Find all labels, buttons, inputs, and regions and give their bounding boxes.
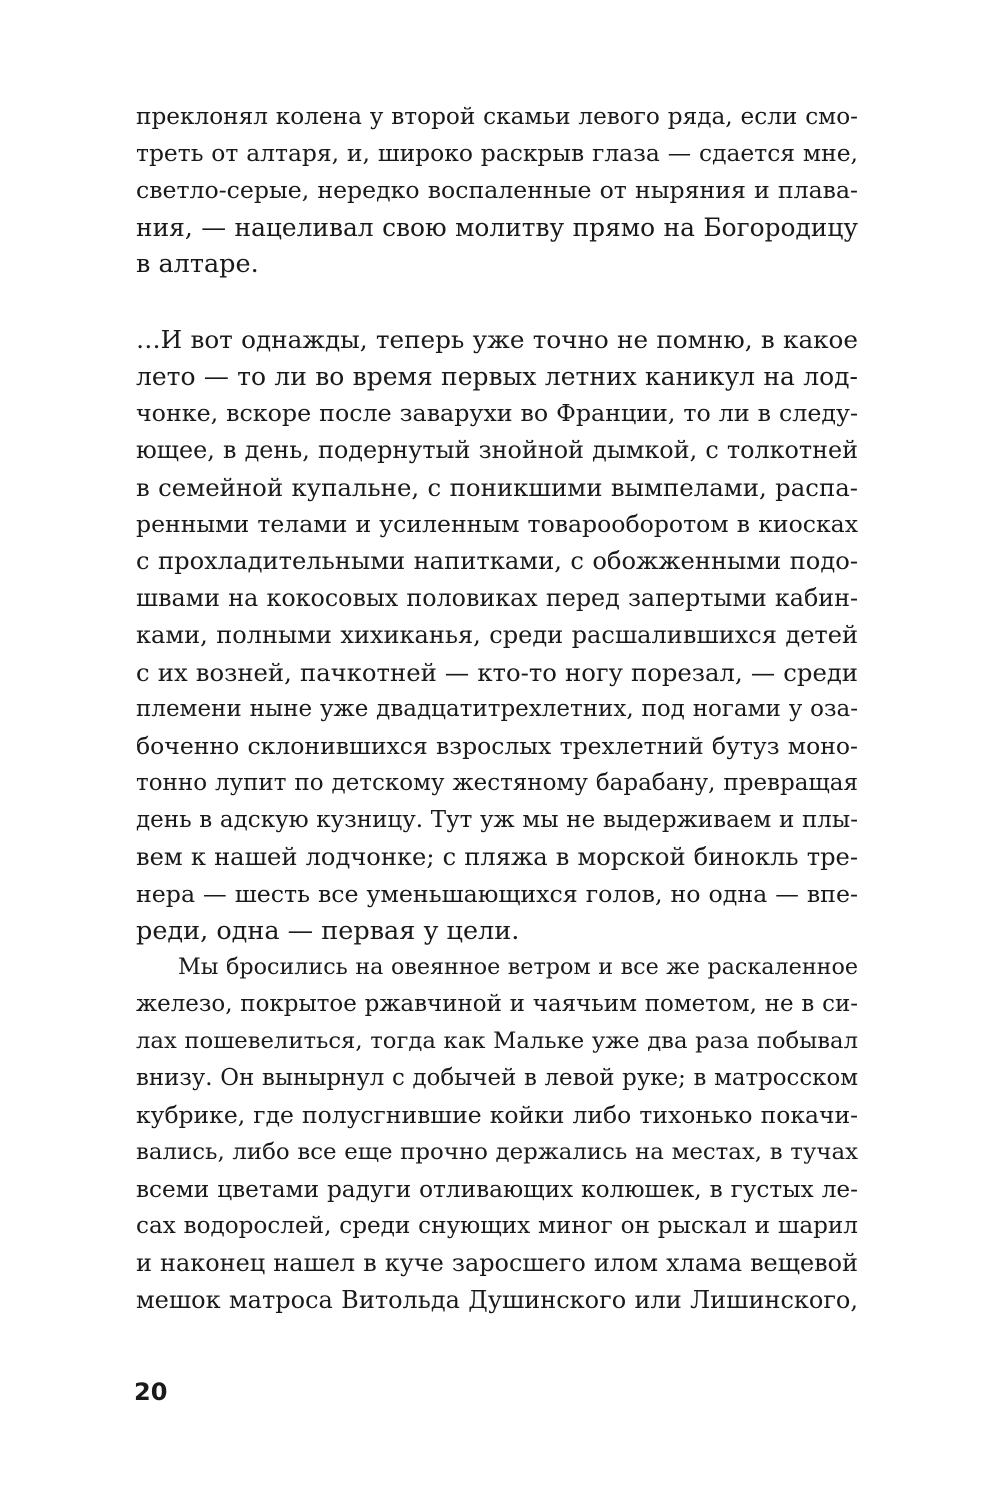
text-line: вались, либо все еще прочно держались на местах, в тучах	[136, 1139, 858, 1165]
text-line: …И вот однажды, теперь уже точно не помню, в какое	[136, 325, 858, 354]
text-line: мешок матроса Витольда Душинского или Лишинского,	[136, 1286, 858, 1314]
text-line: лах пошевелиться, тогда как Мальке уже два раза побывал	[136, 1028, 858, 1054]
text-line: вем к нашей лодчонке; с пляжа в морской бинокль тре-	[136, 843, 858, 871]
text-line: с их возней, пачкотней — кто-то ногу порезал, — среди	[136, 658, 858, 687]
text-line: ренными телами и усиленным товарооборотом в киосках	[136, 510, 858, 538]
text-line: всеми цветами радуги отливающих колюшек, в густых ле-	[136, 1176, 858, 1203]
text-line: боченно склонившихся взрослых трехлетний бутуз моно-	[136, 732, 858, 760]
text-line: швами на кокосовых половиках перед запертыми кабин-	[136, 584, 858, 612]
text-line: в семейной купальне, с поникшими вымпелами, распа-	[136, 473, 858, 502]
text-line: и наконец нашел в куче заросшего илом хлама вещевой	[136, 1249, 858, 1277]
page-number: 20	[134, 1378, 168, 1406]
text-line: племени ныне уже двадцатитрехлетних, под ногами у оза-	[136, 696, 858, 722]
paragraph-1	[136, 98, 858, 283]
text-line: кубрике, где полусгнившие койки либо тихонько покачи-	[136, 1101, 858, 1129]
text-line: ками, полными хихиканья, среди расшалившихся детей	[136, 621, 858, 649]
paragraph-3	[136, 949, 858, 1319]
text-line: чонке, вскоре после заварухи во Франции, то ли в следу-	[136, 399, 858, 427]
text-line: преклонял колена у второй скамьи левого ряда, если смо-	[136, 103, 858, 130]
text-line: железо, покрытое ржавчиной и чаячьим пометом, не в си-	[136, 991, 858, 1017]
text-line: день в адскую кузницу. Тут уж мы не выдерживаем и плы-	[136, 807, 858, 833]
text-line: реди, одна — первая у цели.	[136, 916, 520, 946]
text-line: ния, — нацеливал свою молитву прямо на Богородицу	[136, 213, 858, 242]
text-line: треть от алтаря, и, широко раскрыв глаза — сдается мне,	[136, 139, 858, 167]
text-line: с прохладительными напитками, с обожженными подо-	[136, 547, 858, 575]
text-line: внизу. Он вынырнул с добычей в левой руке; в матросском	[136, 1065, 858, 1091]
text-line: лето — то ли во время первых летних каникул на лод-	[136, 362, 858, 391]
paragraph-2	[136, 321, 858, 950]
text-line: в алтаре.	[136, 249, 259, 279]
text-line: нера — шесть все уменьшающихся голов, но одна — впе-	[136, 880, 858, 908]
text-line: Мы бросились на овеянное ветром и все же раскаленное	[178, 954, 858, 980]
text-line: тонно лупит по детскому жестяному барабану, превращая	[136, 770, 858, 796]
text-line: ющее, в день, подернутый знойной дымкой, с толкотней	[136, 436, 858, 464]
text-line: светло-серые, нередко воспаленные от ныряния и плава-	[136, 176, 858, 204]
text-line: сах водорослей, среди снующих миног он рыскал и шарил	[136, 1213, 858, 1239]
